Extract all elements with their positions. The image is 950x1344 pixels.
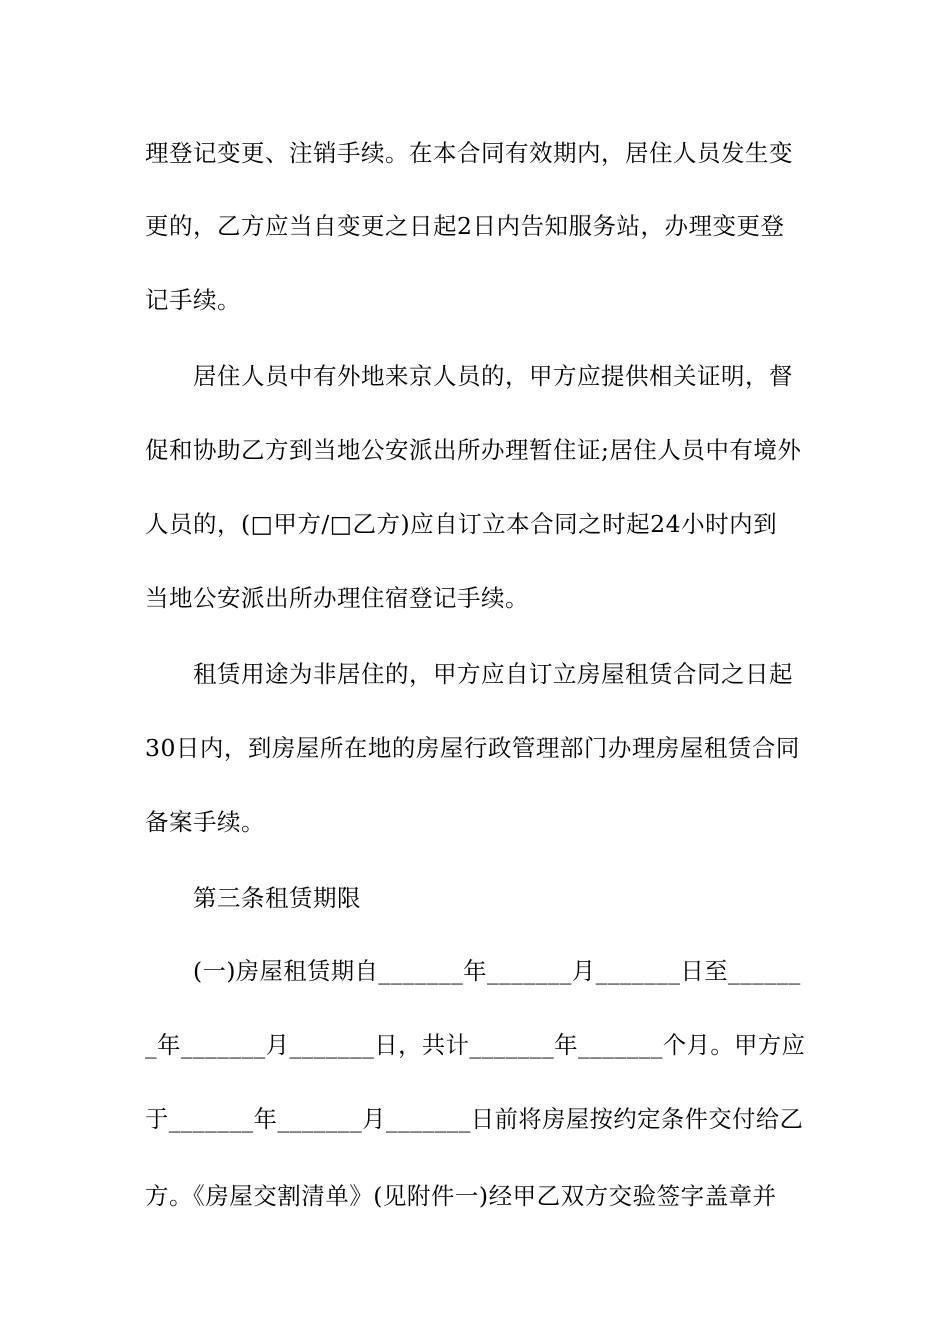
text-line: 促和协助乙方到当地公安派出所办理暂住证;居住人员中有境外 [145, 436, 802, 464]
text-line: 租赁用途为非居住的，甲方应自订立房屋租赁合同之日起 [193, 660, 793, 688]
section-heading: 第三条租赁期限 [193, 884, 361, 912]
text-line: 方。《房屋交割清单》(见附件一)经甲乙双方交验签字盖章并 [145, 1182, 777, 1210]
text-line: 更的，乙方应当自变更之日起2日内告知服务站，办理变更登 [145, 212, 785, 240]
text-line: 于_______年_______月_______日前将房屋按约定条件交付给乙 [145, 1106, 804, 1133]
text-line: 居住人员中有外地来京人员的，甲方应提供相关证明，督 [193, 362, 793, 390]
text-line: 备案手续。 [145, 808, 265, 836]
text-line: _年_______月_______日，共计_______年_______个月。甲方应 [145, 1032, 806, 1059]
text-line: (一)房屋租赁期自_______年_______月_______日至______ [193, 958, 801, 985]
text-line: 当地公安派出所办理住宿登记手续。 [145, 584, 529, 612]
text-line: 记手续。 [145, 286, 241, 314]
text-line: 30日内，到房屋所在地的房屋行政管理部门办理房屋租赁合同 [145, 734, 800, 762]
text-line: 理登记变更、注销手续。在本合同有效期内，居住人员发生变 [145, 139, 793, 167]
text-line: 人员的，(□甲方/□乙方)应自订立本合同之时起24小时内到 [145, 510, 778, 538]
